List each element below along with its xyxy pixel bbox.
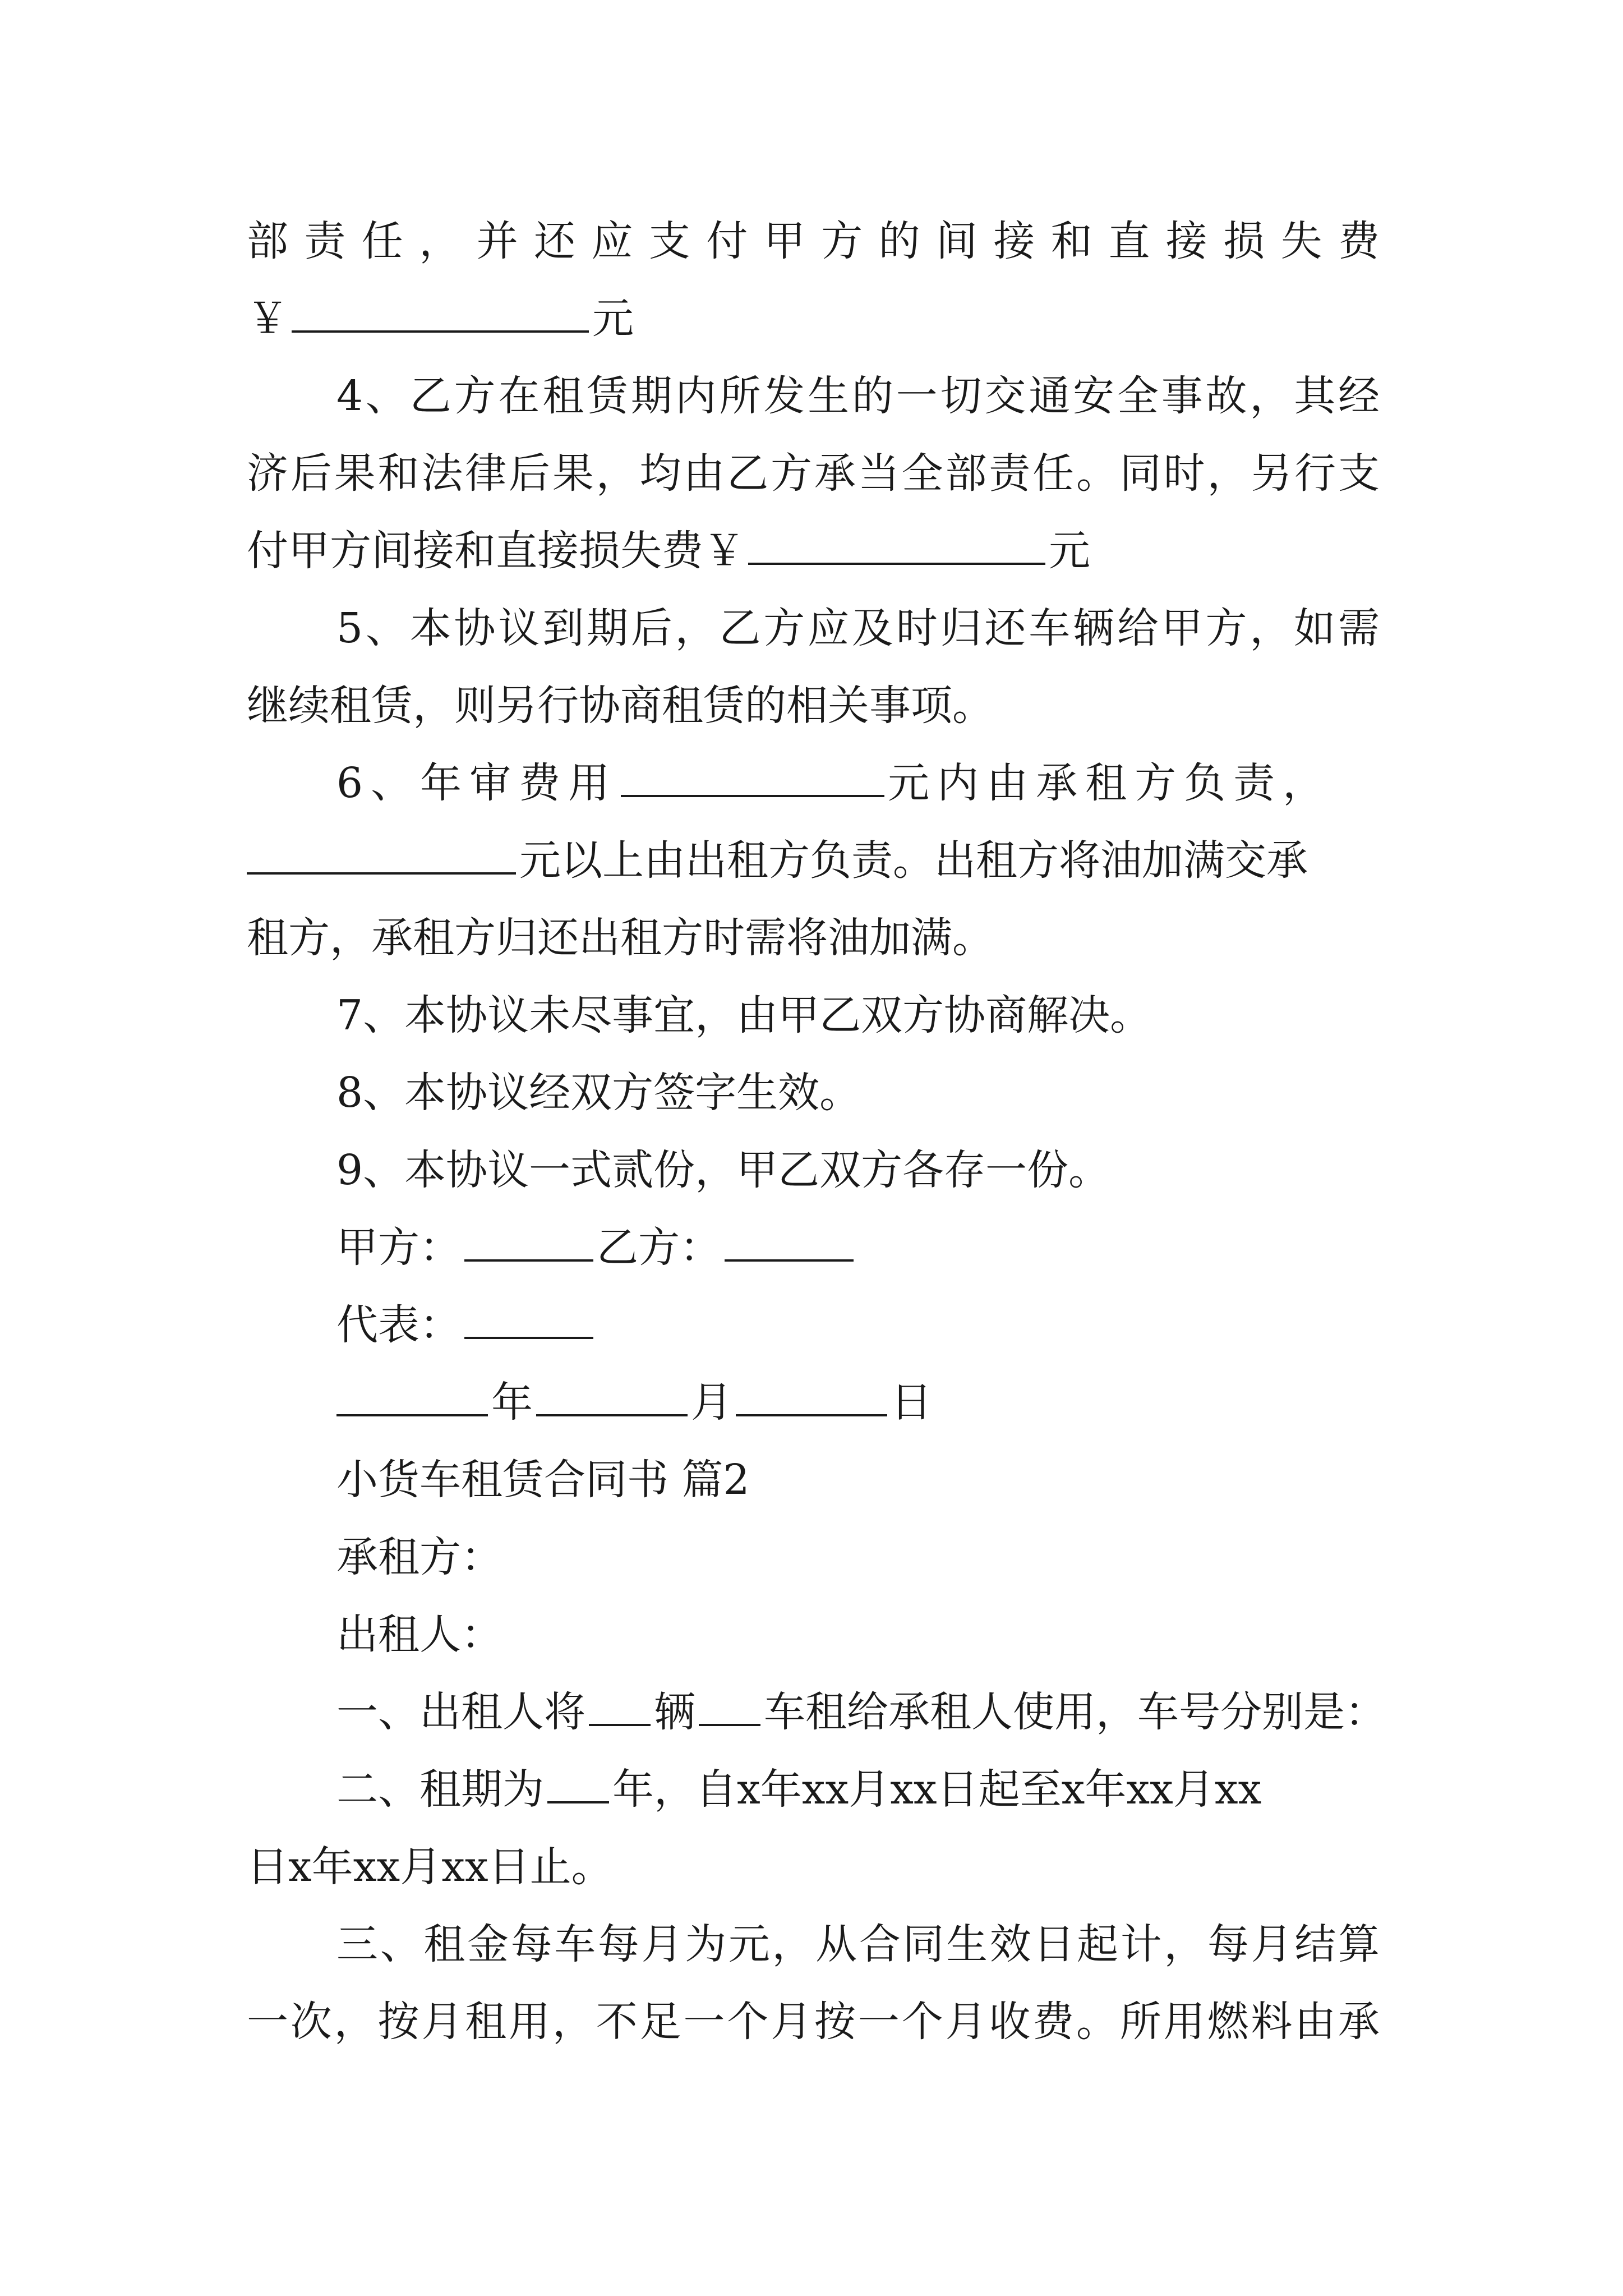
- party-b-blank: [725, 1225, 854, 1262]
- clause3-line2: 一次，按月租用，不足一个月按一个月收费。所用燃料由承: [247, 1998, 1380, 2046]
- term-blank: [547, 1766, 609, 1803]
- vehicle-type-blank: [699, 1689, 760, 1726]
- p4-line3: [247, 523, 1380, 579]
- clause1-text-c: 车租给承租人使用，车号分别是：: [764, 1688, 1386, 1736]
- p6-line1: [336, 755, 1380, 811]
- signature-date: [336, 1374, 1380, 1430]
- p1-line2: [247, 291, 1380, 347]
- p6-line2: [247, 832, 1380, 889]
- p6-line1-rest: 元内由承租方负责，: [888, 759, 1332, 807]
- p6-line2-text: 元以上由出租方负责。出租方将油加满交承: [519, 836, 1308, 885]
- lessor-label: 出租人：: [336, 1611, 502, 1659]
- month-blank: [536, 1379, 688, 1416]
- month-label: 月: [691, 1378, 732, 1427]
- amount-blank: [748, 528, 1045, 565]
- p8: 8、本协议经双方签字生效。: [336, 1069, 861, 1117]
- p9: 9、本协议一式贰份，甲乙双方各存一份。: [336, 1146, 1110, 1194]
- party-b-label: 乙方：: [597, 1223, 721, 1272]
- p5-line2: 继续租赁，则另行协商租赁的相关事项。: [247, 682, 994, 730]
- p5-line1: 5、本协议到期后，乙方应及时归还车辆给甲方，如需: [336, 604, 1380, 652]
- p1-line1: 部责任，并还应支付甲方的间接和直接损失费: [247, 217, 1380, 265]
- rep-label: 代表：: [336, 1301, 461, 1349]
- clause2-text-a: 二、租期为: [336, 1765, 544, 1814]
- currency-unit: 元: [1049, 527, 1090, 575]
- p6-line3: 租方，承租方归还出租方时需将油加满。: [247, 914, 994, 962]
- day-label: 日: [891, 1378, 932, 1427]
- clause1-text-a: 一、出租人将: [336, 1688, 585, 1736]
- party-a-blank: [464, 1225, 593, 1262]
- year-blank: [336, 1379, 488, 1416]
- p6-line1-text: 6、年审费用: [336, 759, 618, 807]
- day-blank: [736, 1379, 887, 1416]
- rep-blank: [464, 1302, 593, 1339]
- clause2-text-b: 年，自x年xx月xx日起至x年xx月xx: [612, 1765, 1262, 1814]
- party-a-label: 甲方：: [336, 1223, 461, 1272]
- p4-line2: 济后果和法律后果，均由乙方承当全部责任。同时，另行支: [247, 449, 1380, 498]
- fee-blank: [247, 838, 516, 875]
- year-label: 年: [491, 1378, 533, 1427]
- clause3-line1: 三、租金每车每月为元，从合同生效日起计，每月结算: [336, 1920, 1380, 1968]
- fee-blank: [621, 760, 884, 797]
- clause1-text-b: 辆: [654, 1688, 695, 1736]
- p7: 7、本协议未尽事宜，由甲乙双方协商解决。: [336, 991, 1152, 1039]
- lessee-label: 承租方：: [336, 1533, 502, 1581]
- section2-title: 小货车租赁合同书 篇2: [336, 1456, 750, 1504]
- yuan-symbol: ￥: [247, 295, 288, 343]
- p4-line1: 4、乙方在租赁期内所发生的一切交通安全事故，其经: [336, 372, 1380, 420]
- signature-parties: [336, 1220, 1380, 1276]
- p4-line3-text: 付甲方间接和直接损失费￥: [247, 527, 745, 575]
- amount-blank: [292, 296, 589, 333]
- currency-unit: 元: [592, 295, 634, 343]
- clause2-line1: [336, 1761, 1380, 1818]
- vehicle-count-blank: [589, 1689, 651, 1726]
- clause1: [336, 1684, 1386, 1740]
- signature-rep: [336, 1297, 1380, 1353]
- clause2-line2: 日x年xx月xx日止。: [247, 1843, 613, 1891]
